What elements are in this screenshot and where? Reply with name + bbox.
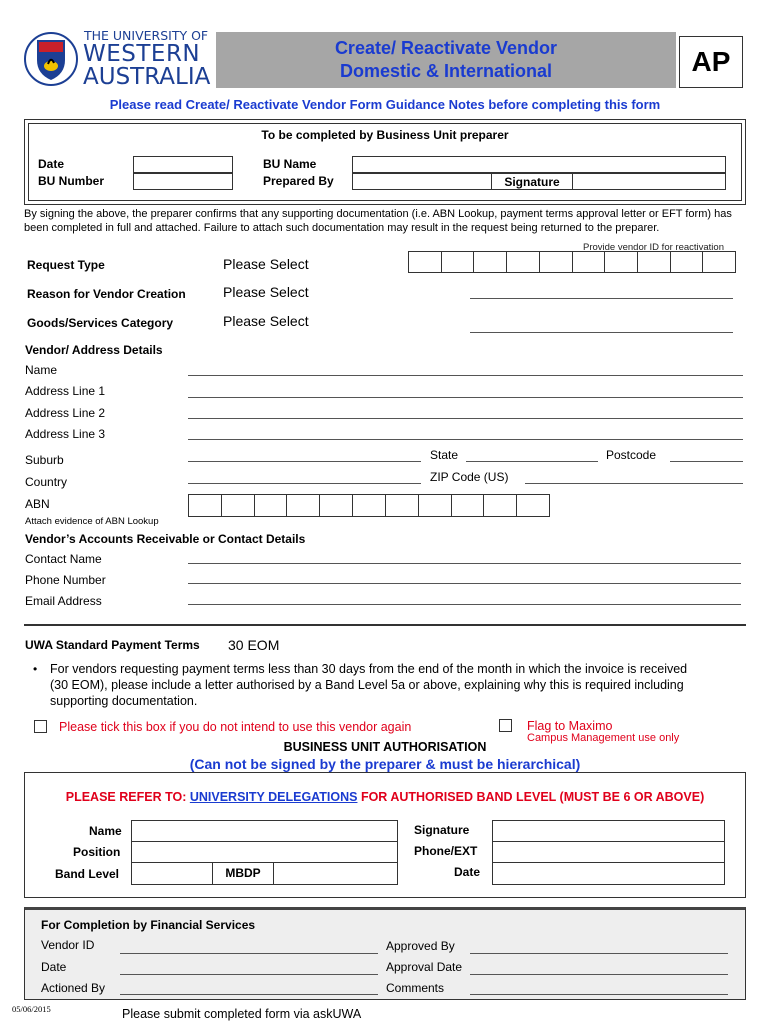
prepared-by-label: Prepared By (263, 174, 334, 188)
title-line1: Create/ Reactivate Vendor (334, 38, 558, 58)
logo-line1: THE UNIVERSITY OF (84, 28, 209, 43)
payment-note-line1: For vendors requesting payment terms less than 30 days from the end of the month in which the invoice is received (50, 662, 688, 676)
email-field[interactable] (188, 604, 741, 605)
delegations-link[interactable]: UNIVERSITY DELEGATIONS (189, 790, 358, 804)
auth-band-level-label: Band Level (55, 867, 120, 881)
payment-terms-value[interactable]: 30 EOM (228, 637, 280, 653)
phone-label: Phone Number (25, 573, 106, 587)
fs-date-label: Date (41, 960, 67, 974)
fs-date-field[interactable] (120, 974, 378, 975)
state-label: State (430, 448, 459, 462)
bu-number-label: BU Number (38, 174, 105, 188)
category-other-line[interactable] (470, 332, 733, 333)
auth-position-field[interactable] (131, 841, 398, 863)
auth-mbdp-box (212, 862, 274, 885)
phone-field[interactable] (188, 583, 741, 584)
title-line2: Domestic & International (339, 61, 553, 81)
address3-label: Address Line 3 (25, 427, 106, 441)
abn-note: Attach evidence of ABN Lookup (25, 516, 159, 527)
date-field[interactable] (133, 156, 233, 173)
postcode-field[interactable] (670, 461, 743, 462)
vendor-id-cells[interactable] (408, 251, 736, 273)
suburb-label: Suburb (25, 453, 64, 467)
fs-approval-date-label: Approval Date (386, 960, 463, 974)
contact-heading: Vendor’s Accounts Receivable or Contact Details (25, 532, 306, 546)
authorisation-heading: BUSINESS UNIT AUTHORISATION (283, 740, 487, 754)
zip-label: ZIP Code (US) (430, 470, 509, 484)
form-title-banner (216, 32, 676, 88)
fs-approval-date-field[interactable] (470, 974, 728, 975)
request-type-label: Request Type (27, 258, 105, 272)
financial-heading: For Completion by Financial Services (41, 918, 256, 932)
form-code-box (679, 36, 743, 88)
state-field[interactable] (466, 461, 598, 462)
refer-suffix: FOR AUTHORISED BAND LEVEL (MUST BE 6 OR ABOVE) (357, 790, 705, 804)
bu-number-field[interactable] (133, 173, 233, 190)
reason-select[interactable]: Please Select (223, 284, 309, 300)
version-date: 05/06/2015 (12, 1004, 51, 1014)
request-type-select[interactable]: Please Select (223, 256, 309, 272)
auth-band-level-field[interactable] (131, 862, 213, 885)
fs-approved-by-field[interactable] (470, 953, 728, 954)
fs-comments-field[interactable] (470, 994, 728, 995)
fs-vendor-id-field[interactable] (120, 953, 378, 954)
category-select[interactable]: Please Select (223, 313, 309, 329)
crest-icon (24, 30, 78, 88)
email-label: Email Address (25, 594, 102, 608)
auth-name-field[interactable] (131, 820, 398, 842)
logo-line3: AUSTRALIA (83, 64, 211, 90)
auth-position-label: Position (73, 845, 121, 859)
zip-field[interactable] (525, 483, 743, 484)
maximo-label: Flag to Maximo (527, 719, 613, 733)
vendor-id-hint: Provide vendor ID for reactivation (583, 242, 724, 253)
bu-name-field[interactable] (352, 156, 726, 173)
section-divider (24, 624, 746, 626)
address1-field[interactable] (188, 397, 743, 398)
auth-signature-label: Signature (414, 823, 470, 837)
contact-name-field[interactable] (188, 563, 741, 564)
university-logo (24, 28, 211, 90)
auth-signature-field[interactable] (492, 820, 725, 842)
preparer-signature-field[interactable] (572, 173, 726, 190)
fs-vendor-id-label: Vendor ID (41, 938, 95, 952)
date-label: Date (38, 157, 65, 171)
submit-note: Please submit completed form via askUWA (122, 1007, 362, 1021)
declaration-text: By signing the above, the preparer confirms that any supporting documentation (i.e. ABN Lookup, payment terms approval letter or EFT form) has been completed in full and attached. Failure to attach such documentation may result in the request being returned to the preparer. (24, 208, 732, 234)
postcode-label: Postcode (606, 448, 657, 462)
address3-field[interactable] (188, 439, 743, 440)
category-label: Goods/Services Category (27, 316, 174, 330)
fs-actioned-by-label: Actioned By (41, 981, 106, 995)
fs-approved-by-label: Approved By (386, 939, 455, 953)
fs-comments-label: Comments (386, 981, 445, 995)
refer-prefix: PLEASE REFER TO: (65, 790, 190, 804)
auth-mbdp-field[interactable] (273, 862, 398, 885)
auth-phone-field[interactable] (492, 841, 725, 863)
country-label: Country (25, 475, 68, 489)
payment-terms-label: UWA Standard Payment Terms (25, 638, 200, 652)
preparer-heading: To be completed by Business Unit preparer (261, 128, 509, 142)
bu-name-label: BU Name (263, 157, 317, 171)
guidance-note: Please read Create/ Reactivate Vendor Form Guidance Notes before completing this form (109, 97, 661, 112)
payment-bullet: • (33, 662, 38, 676)
authorisation-subheading: (Can not be signed by the preparer & must be hierarchical) (189, 756, 581, 772)
signature-label: Signature (504, 175, 560, 189)
auth-phone-label: Phone/EXT (414, 844, 478, 858)
address2-label: Address Line 2 (25, 406, 106, 420)
auth-name-label: Name (89, 824, 122, 838)
maximo-note: Campus Management use only (527, 732, 680, 744)
abn-label: ABN (25, 497, 50, 511)
vendor-name-field[interactable] (188, 375, 743, 376)
maximo-checkbox[interactable] (499, 719, 512, 732)
reason-other-line[interactable] (470, 298, 733, 299)
address1-label: Address Line 1 (25, 384, 106, 398)
auth-mbdp-label: MBDP (225, 866, 261, 880)
do-not-use-checkbox[interactable] (34, 720, 47, 733)
payment-note (50, 661, 687, 709)
country-field[interactable] (188, 483, 421, 484)
signature-label-box (491, 173, 573, 190)
payment-note-line2: (30 EOM), please include a letter authorised by a Band Level 5a or above, explaining why this is required including (50, 678, 684, 692)
reason-label: Reason for Vendor Creation (27, 287, 186, 301)
form-code: AP (691, 46, 731, 77)
vendor-name-label: Name (25, 363, 58, 377)
auth-date-label: Date (454, 865, 481, 879)
suburb-field[interactable] (188, 461, 421, 462)
abn-cells[interactable] (188, 494, 550, 517)
logo-line2: WESTERN (83, 41, 201, 67)
vendor-address-heading: Vendor/ Address Details (25, 343, 163, 357)
do-not-use-text: Please tick this box if you do not intend to use this vendor again (59, 720, 412, 734)
contact-name-label: Contact Name (25, 552, 102, 566)
address2-field[interactable] (188, 418, 743, 419)
auth-date-field[interactable] (492, 862, 725, 885)
payment-note-line3: supporting documentation. (50, 694, 198, 708)
delegations-note (24, 790, 746, 804)
fs-actioned-by-field[interactable] (120, 994, 378, 995)
prepared-by-field[interactable] (352, 173, 492, 190)
